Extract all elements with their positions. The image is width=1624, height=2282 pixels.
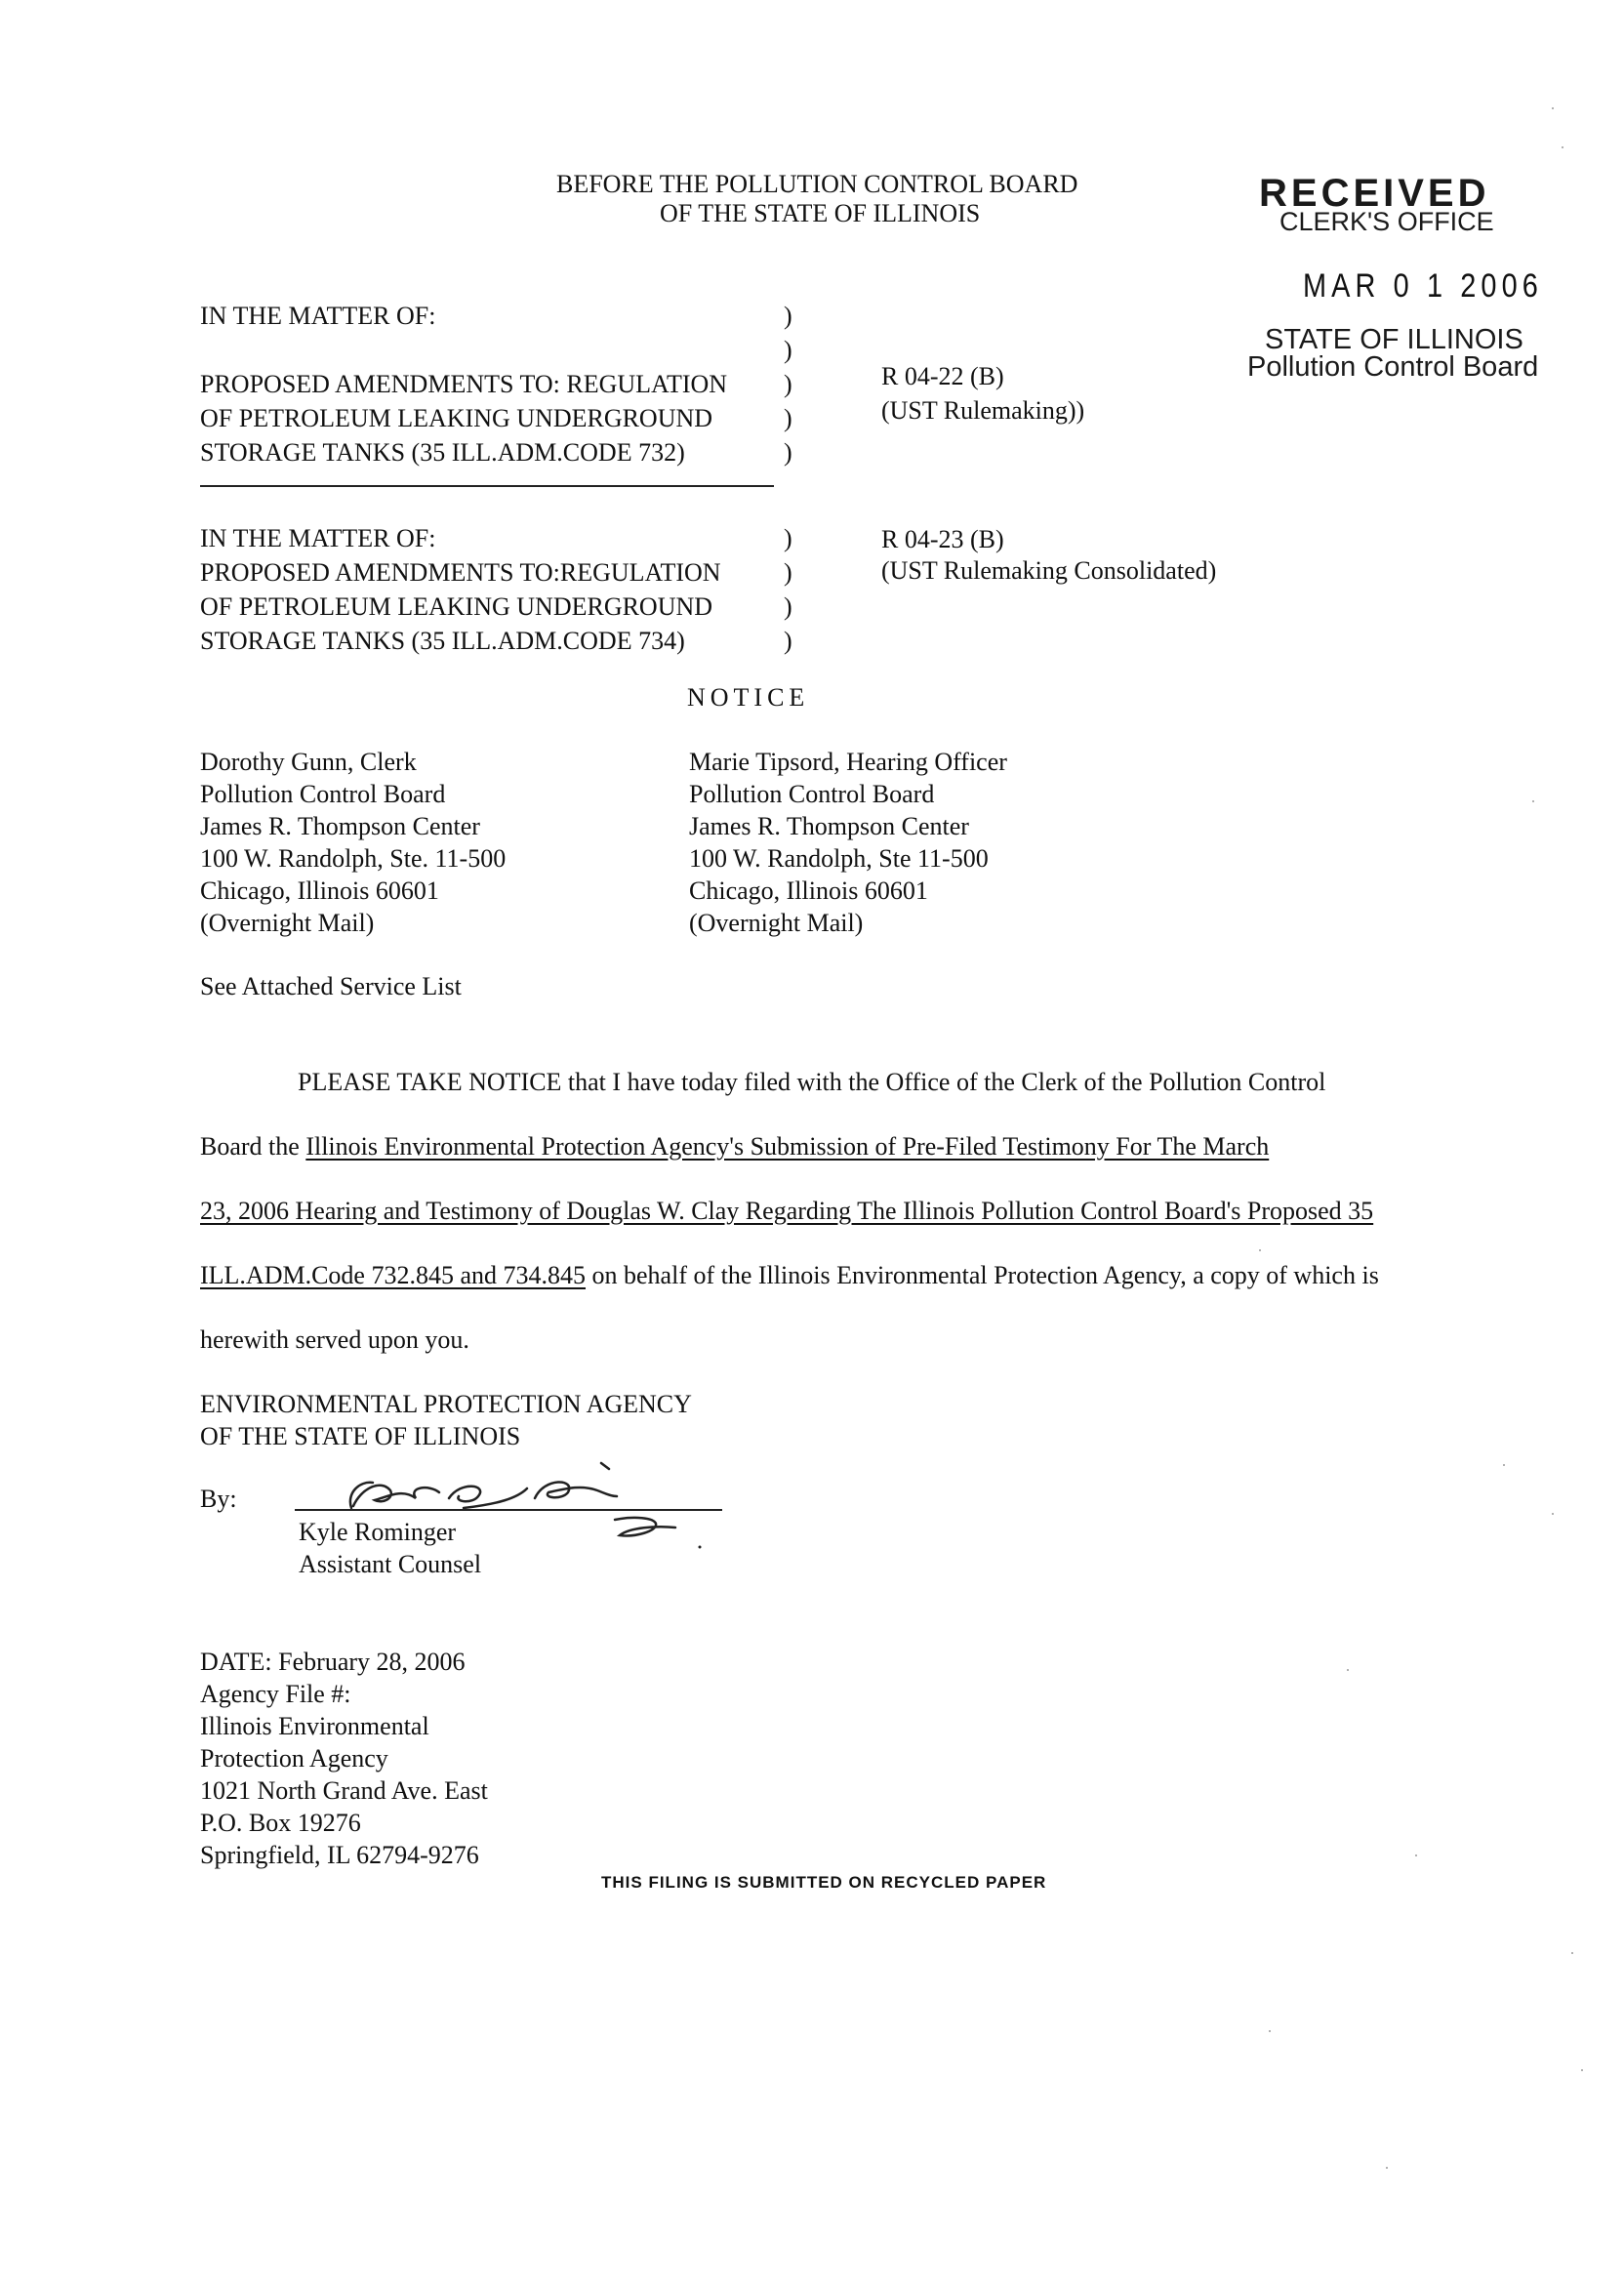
address-line: 1021 North Grand Ave. East xyxy=(200,1776,488,1805)
recipient-clerk-line: (Overnight Mail) xyxy=(200,909,375,937)
scan-speck xyxy=(1552,1513,1554,1515)
matter-1-line: STORAGE TANKS (35 ILL.ADM.CODE 732) xyxy=(200,438,685,467)
recipient-officer-line: (Overnight Mail) xyxy=(689,909,864,937)
matter-2-line: STORAGE TANKS (35 ILL.ADM.CODE 734) xyxy=(200,627,685,655)
matter-1-parens xyxy=(784,299,792,469)
matter-2-case-desc: (UST Rulemaking Consolidated) xyxy=(881,556,1217,585)
recipient-officer-line: Marie Tipsord, Hearing Officer xyxy=(689,748,1007,776)
scan-speck xyxy=(1269,2030,1271,2032)
matter-2-line: OF PETROLEUM LEAKING UNDERGROUND xyxy=(200,592,713,621)
filing-title-part-3: ILL.ADM.Code 732.845 and 734.845 xyxy=(200,1261,587,1289)
matter-1-line: IN THE MATTER OF: xyxy=(200,302,436,330)
recipient-clerk-line: Pollution Control Board xyxy=(200,780,446,808)
paren: ) xyxy=(784,370,792,398)
address-line: P.O. Box 19276 xyxy=(200,1809,361,1837)
filing-title-part-1: Illinois Environmental Protection Agency's Submission of Pre-Filed Testimony For The March xyxy=(305,1132,1270,1161)
agency-name-line-1: ENVIRONMENTAL PROTECTION AGENCY xyxy=(200,1390,692,1418)
address-line: Springfield, IL 62794-9276 xyxy=(200,1841,479,1869)
stamp-date: MAR 0 1 2006 xyxy=(1303,267,1543,305)
stamp-state: STATE OF ILLINOIS xyxy=(1265,324,1523,355)
body-line-3 xyxy=(200,1199,1373,1224)
agency-address-block xyxy=(200,1646,488,1871)
stamp-received: RECEIVED xyxy=(1259,172,1490,215)
body-line-5: herewith served upon you. xyxy=(200,1325,469,1354)
recipient-officer-line: 100 W. Randolph, Ste 11-500 xyxy=(689,844,989,873)
matter-1-line xyxy=(200,333,727,367)
body-line-4 xyxy=(200,1263,1379,1288)
scan-speck xyxy=(1347,1669,1349,1671)
paren: ) xyxy=(784,558,792,587)
scan-speck xyxy=(1571,1952,1573,1954)
recipient-clerk-line: James R. Thompson Center xyxy=(200,812,480,840)
matter-2-caption xyxy=(200,521,721,658)
paren: ) xyxy=(784,404,792,432)
service-list-note: See Attached Service List xyxy=(200,972,462,1000)
body-line-2-prefix: Board the xyxy=(200,1132,306,1161)
recipient-hearing-officer xyxy=(689,746,1007,939)
paren: ) xyxy=(784,302,792,330)
signer-name: Kyle Rominger xyxy=(299,1518,457,1546)
recipient-clerk-line: 100 W. Randolph, Ste. 11-500 xyxy=(200,844,507,873)
scan-speck xyxy=(1552,107,1554,109)
stamp-board: Pollution Control Board xyxy=(1247,351,1539,383)
matter-2-line: IN THE MATTER OF: xyxy=(200,524,436,552)
scan-speck xyxy=(1415,1854,1417,1856)
matter-1-case-desc: (UST Rulemaking)) xyxy=(881,396,1085,425)
address-line: Illinois Environmental xyxy=(200,1712,429,1740)
matter-2-case-number: R 04-23 (B) xyxy=(881,525,1004,553)
filing-title-part-2: 23, 2006 Hearing and Testimony of Douglas W. Clay Regarding The Illinois Pollution Control Board's Proposed 35 xyxy=(200,1197,1374,1225)
stamp-clerks-office: CLERK'S OFFICE xyxy=(1279,207,1494,236)
matter-separator-rule xyxy=(200,485,774,487)
address-line: Agency File #: xyxy=(200,1680,351,1708)
signer-title: Assistant Counsel xyxy=(299,1550,482,1578)
paren: ) xyxy=(784,336,792,364)
recipient-officer-line: Pollution Control Board xyxy=(689,780,935,808)
scan-speck xyxy=(1259,1249,1261,1251)
matter-1-case-number: R 04-22 (B) xyxy=(881,362,1004,390)
address-line: DATE: February 28, 2006 xyxy=(200,1648,466,1676)
recipient-clerk-line: Chicago, Illinois 60601 xyxy=(200,876,439,905)
board-header-line-1: BEFORE THE POLLUTION CONTROL BOARD xyxy=(556,170,1078,198)
scan-speck xyxy=(1581,2069,1583,2071)
matter-1-caption xyxy=(200,299,727,469)
paren: ) xyxy=(784,592,792,621)
notice-title: NOTICE xyxy=(687,683,810,712)
agency-name-line-2: OF THE STATE OF ILLINOIS xyxy=(200,1422,521,1450)
recycled-paper-note: THIS FILING IS SUBMITTED ON RECYCLED PAPER xyxy=(601,1873,1047,1892)
paren: ) xyxy=(784,524,792,552)
by-label: By: xyxy=(200,1485,237,1513)
scan-speck xyxy=(1532,800,1534,802)
recipient-officer-line: Chicago, Illinois 60601 xyxy=(689,876,928,905)
matter-2-parens xyxy=(784,521,792,658)
matter-1-line: OF PETROLEUM LEAKING UNDERGROUND xyxy=(200,404,713,432)
matter-1-line: PROPOSED AMENDMENTS TO: REGULATION xyxy=(200,370,728,398)
body-line-2 xyxy=(200,1134,1269,1160)
body-line-1: PLEASE TAKE NOTICE that I have today filed with the Office of the Clerk of the Pollution Control xyxy=(298,1068,1326,1096)
recipient-officer-line: James R. Thompson Center xyxy=(689,812,969,840)
paren: ) xyxy=(784,627,792,655)
matter-2-line: PROPOSED AMENDMENTS TO:REGULATION xyxy=(200,558,721,587)
address-line: Protection Agency xyxy=(200,1744,388,1773)
scan-speck xyxy=(1503,1464,1505,1466)
scan-speck xyxy=(1386,2167,1388,2169)
body-line-4-suffix: on behalf of the Illinois Environmental Protection Agency, a copy of which is xyxy=(586,1261,1379,1289)
paren: ) xyxy=(784,438,792,467)
scan-speck xyxy=(1562,146,1563,148)
recipient-clerk xyxy=(200,746,506,939)
recipient-clerk-line: Dorothy Gunn, Clerk xyxy=(200,748,417,776)
board-header-line-2: OF THE STATE OF ILLINOIS xyxy=(660,199,981,227)
